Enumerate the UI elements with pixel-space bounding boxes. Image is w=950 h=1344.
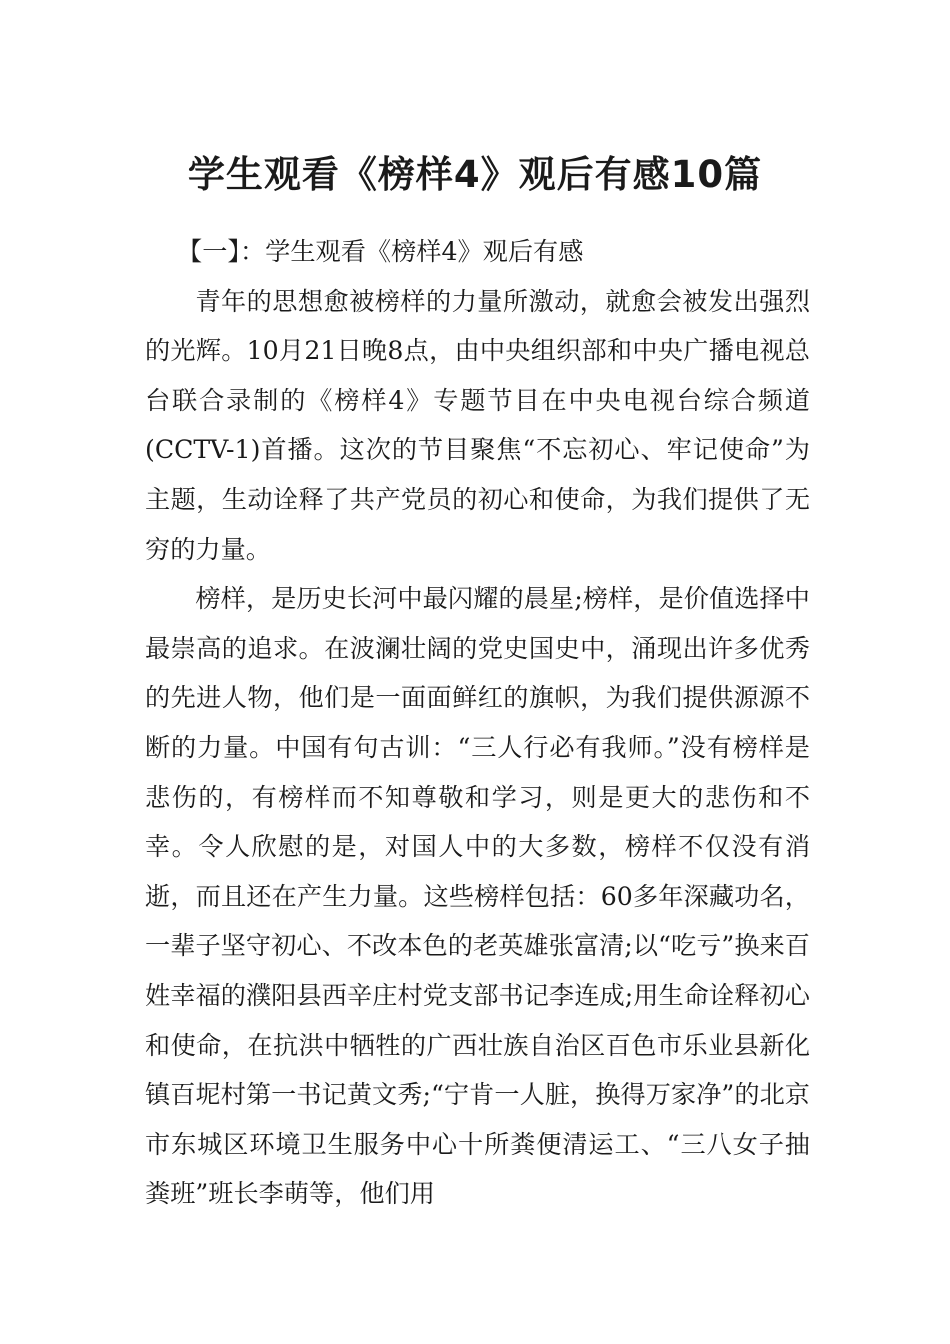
- section-heading: 【一】：学生观看《榜样4》观后有感: [177, 237, 584, 266]
- paragraph-2: 榜样，是历史长河中最闪耀的晨星;榜样，是价值选择中最崇高的追求。在波澜壮阔的党史国史中，涌现出许多优秀的先进人物，他们是一面面鲜红的旗帜，为我们提供源源不断的力量。中国有句古训：“三人行必有我师。”没有榜样是悲伤的，有榜样而不知尊敬和学习，则是更大的悲伤和不幸。令人欣慰的是，对国人中的大多数，榜样不仅没有消逝，而且还在产生力量。这些榜样包括：60多年深藏功名，一辈子坚守初心、不改本色的老英雄张富清;以“吃亏”换来百姓幸福的濮阳县西辛庄村党支部书记李连成;用生命诠释初心和使命，在抗洪中牺牲的广西壮族自治区百色市乐业县新化镇百坭村第一书记黄文秀;“宁肯一人脏，换得万家净”的北京市东城区环境卫生服务中心十所粪便清运工、“三八女子抽粪班”班长李萌等，他们用: [145, 584, 810, 1209]
- document-title: 学生观看《榜样4》观后有感10篇: [187, 152, 763, 196]
- document-body: [145, 227, 810, 1219]
- paragraph-1: 青年的思想愈被榜样的力量所激动，就愈会被发出强烈的光辉。10月21日晚8点，由中央组织部和中央广播电视总台联合录制的《榜样4》专题节目在中央电视台综合频道(CCTV-1)首播。这次的节目聚焦“不忘初心、牢记使命”为主题，生动诠释了共产党员的初心和使命，为我们提供了无穷的力量。: [145, 286, 810, 564]
